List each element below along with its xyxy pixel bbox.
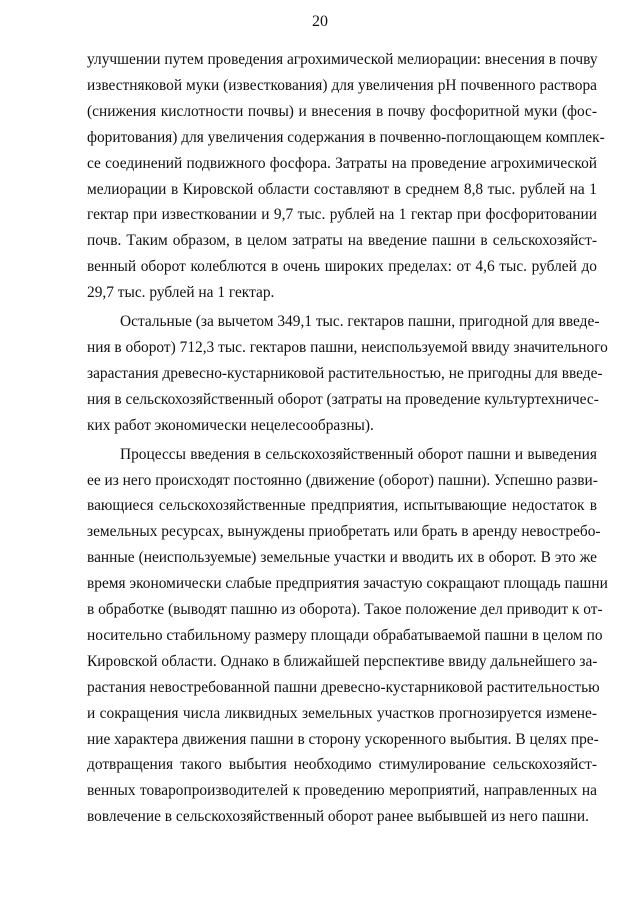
text-line: гектар при известковании и 9,7 тыс. рублей на 1 гектар при фосфоритовании: [87, 206, 597, 224]
document-body: [87, 47, 608, 830]
text-line: ванные (неиспользуемые) земельные участки и вводить их в оборот. В это же: [87, 549, 597, 567]
paragraph-1: [87, 47, 605, 306]
text-line: мелиорации в Кировской области составляют в среднем 8,8 тыс. рублей на 1: [87, 180, 597, 198]
text-line: и сокращения числа ликвидных земельных участков прогнозируется измене-: [87, 704, 597, 722]
text-line: в обработке (выводят пашню из оборота). Такое положение дел приводит к от-: [87, 601, 603, 619]
text-line: се соединений подвижного фосфора. Затраты на проведение агрохимической: [87, 154, 597, 172]
text-line: вовлечение в сельскохозяйственный оборот ранее выбывшей из него пашни.: [87, 808, 589, 826]
text-line: 29,7 тыс. рублей на 1 гектар.: [87, 284, 275, 302]
text-line: вающиеся сельскохозяйственные предприятия, испытывающие недостаток в: [87, 497, 597, 515]
text-line: ких работ экономически нецелесообразны).: [87, 416, 374, 434]
text-line: Процессы введения в сельскохозяйственный оборот пашни и выведения: [120, 445, 597, 463]
text-line: ние характера движения пашни в сторону ускоренного выбытия. В целях пре-: [87, 730, 599, 748]
text-line: (снижения кислотности почвы) и внесения в почву фосфоритной муки (фос-: [87, 102, 597, 120]
text-line: ее из него происходят постоянно (движение (оборот) пашни). Успешно разви-: [87, 471, 598, 489]
paragraph-2: [87, 309, 608, 439]
text-line: дотвращения такого выбытия необходимо стимулирование сельскохозяйст-: [87, 756, 597, 774]
text-line: венный оборот колеблются в очень широких пределах: от 4,6 тыс. рублей до: [87, 258, 597, 276]
text-line: зарастания древесно-кустарниковой растительностью, не пригодны для введе-: [87, 364, 603, 382]
text-line: ния в сельскохозяйственный оборот (затраты на проведение культуртехничес-: [87, 390, 599, 408]
text-line: улучшении путем проведения агрохимической мелиорации: внесения в почву: [87, 51, 598, 68]
text-line: Кировской области. Однако в ближайшей перспективе ввиду дальнейшего за-: [87, 652, 598, 670]
paragraph-3: [87, 442, 608, 831]
text-line: Остальные (за вычетом 349,1 тыс. гектаров пашни, пригодной для введе-: [120, 313, 600, 331]
text-line: земельных ресурсах, вынуждены приобретать или брать в аренду невостребо-: [87, 523, 601, 541]
text-line: известняковой муки (известкования) для увеличения pH почвенного раствора: [87, 76, 597, 94]
text-line: почв. Таким образом, в целом затраты на введение пашни в сельскохозяйст-: [87, 232, 597, 250]
text-line: носительно стабильному размеру площади обрабатываемой пашни в целом по: [87, 626, 603, 644]
text-line: время экономически слабые предприятия зачастую сокращают площадь пашни: [87, 575, 608, 593]
text-line: форитования) для увеличения содержания в почвенно-поглощающем комплек-: [87, 128, 605, 146]
text-line: венных товаропроизводителей к проведению мероприятий, направленных на: [87, 782, 597, 800]
text-line: растания невостребованной пашни древесно-кустарниковой растительностью: [87, 678, 600, 696]
text-line: ния в оборот) 712,3 тыс. гектаров пашни, неиспользуемой ввиду значительного: [87, 338, 608, 356]
page-number: 20: [312, 13, 328, 30]
